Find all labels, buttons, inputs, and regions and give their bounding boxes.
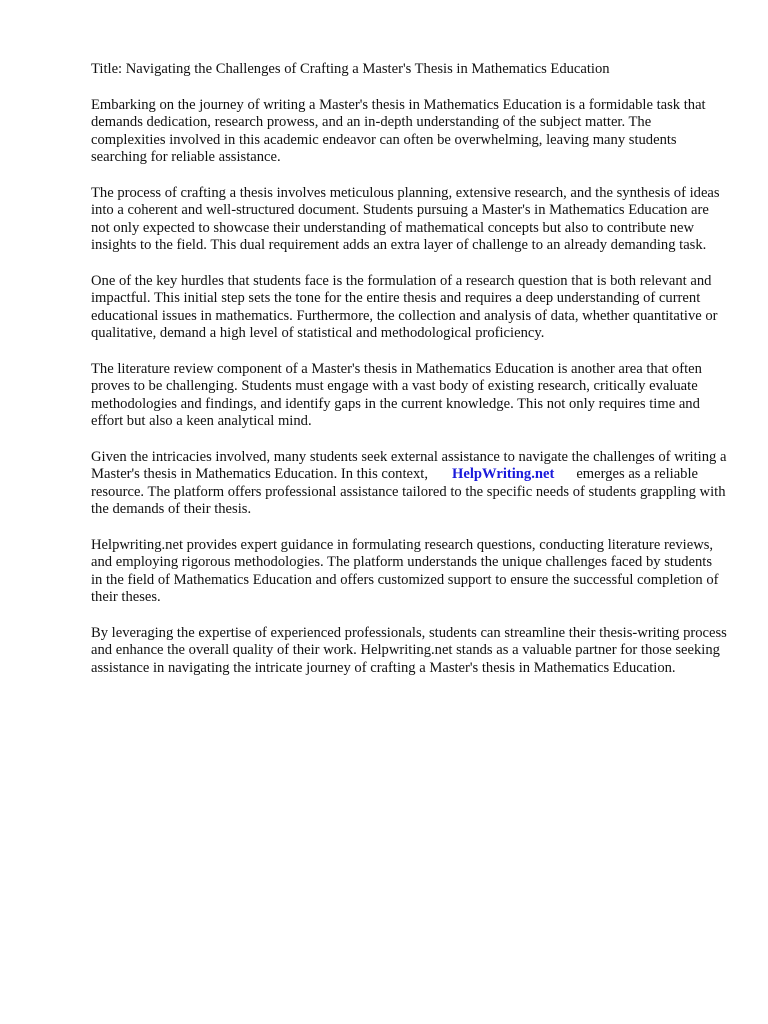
paragraph-guidance: Helpwriting.net provides expert guidance in formulating research questions, conducting literature reviews, and employing rigorous methodologies. The platform understands the unique challenges faced by students in the field of Mathematics Education and offers customized support to ensure the successful completion of their theses. — [91, 536, 719, 605]
document-title: Title: Navigating the Challenges of Crafting a Master's Thesis in Mathematics Education — [91, 61, 610, 77]
assistance-text-before: Given the intricacies involved, many students seek external assistance to navigate the challenges of writing a Master's thesis in Mathematics Education. In this context, — [91, 448, 727, 482]
helpwriting-link[interactable]: HelpWriting.net — [452, 466, 555, 482]
assistance-text-after: emerges as a reliable resource. The platform offers professional assistance tailored to the specific needs of students grappling with the demands of their thesis. — [91, 466, 726, 517]
paragraph-conclusion: By leveraging the expertise of experienced professionals, students can streamline their thesis-writing process and enhance the overall quality of their work. Helpwriting.net stands as a valuable partner for those seeking assistance in navigating the intricate journey of crafting a Master's thesis in Mathematics Education. — [91, 624, 727, 676]
paragraph-hurdles: One of the key hurdles that students face is the formulation of a research question that is both relevant and impactful. This initial step sets the tone for the entire thesis and requires a deep understanding of current educational issues in mathematics. Furthermore, the collection and analysis of data, whether quantitative or qualitative, demand a high level of statistical and methodological proficiency. — [91, 272, 718, 341]
document-page — [91, 61, 727, 695]
paragraph-assistance — [91, 449, 727, 519]
paragraph-literature-review: The literature review component of a Master's thesis in Mathematics Education is another area that often proves to be challenging. Students must engage with a vast body of existing research, critically evaluate methodologies and findings, and identify gaps in the current knowledge. This not only requires time and effort but also a keen analytical mind. — [91, 360, 702, 429]
paragraph-intro: Embarking on the journey of writing a Master's thesis in Mathematics Education is a formidable task that demands dedication, research prowess, and an in-depth understanding of the subject matter. The complexities involved in this academic endeavor can often be overwhelming, leaving many students searching for reliable assistance. — [91, 96, 706, 165]
paragraph-process: The process of crafting a thesis involves meticulous planning, extensive research, and the synthesis of ideas into a coherent and well-structured document. Students pursuing a Master's in Mathematics Education are not only expected to showcase their understanding of mathematical concepts but also to contribute new insights to the field. This dual requirement adds an extra layer of challenge to an already demanding task. — [91, 184, 720, 253]
